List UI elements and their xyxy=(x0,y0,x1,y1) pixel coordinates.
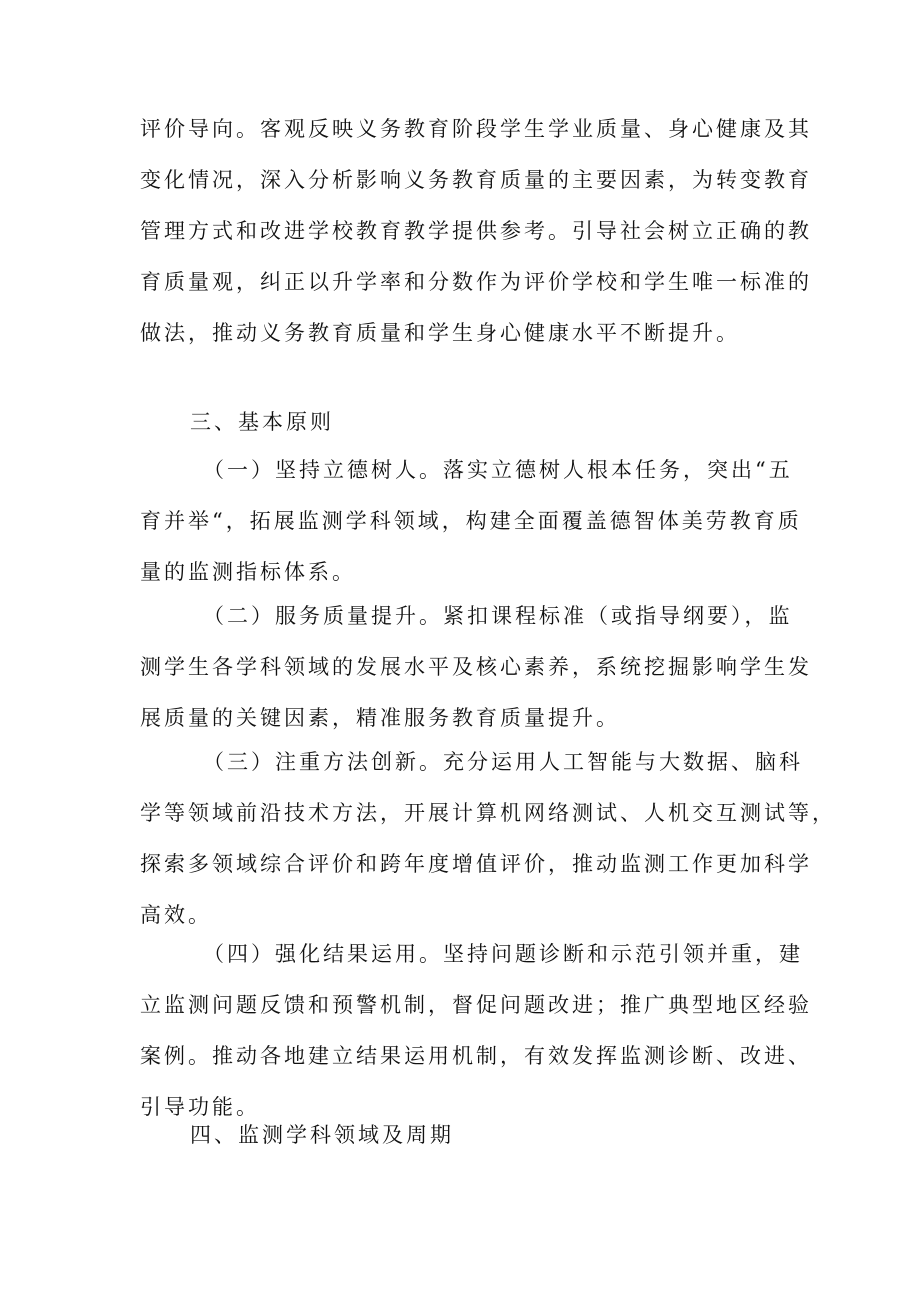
paragraph-line: （三）注重方法创新。充分运用人工智能与大数据、脑科 xyxy=(203,750,803,774)
paragraph-line: 量的监测指标体系。 xyxy=(140,560,356,584)
paragraph-line: 做法，推动义务教育质量和学生身心健康水平不断提升。 xyxy=(140,321,740,345)
paragraph-line: 育质量观，纠正以升学率和分数作为评价学校和学生唯一标准的 xyxy=(140,270,812,294)
section-3-heading: 三、基本原则 xyxy=(190,410,334,434)
paragraph-line: 管理方式和改进学校教育教学提供参考。引导社会树立正确的教 xyxy=(140,219,812,243)
paragraph-line: （一）坚持立德树人。落实立德树人根本任务，突出“五 xyxy=(203,458,793,482)
paragraph-line: 引导功能。 xyxy=(140,1095,260,1119)
paragraph-line: 案例。推动各地建立结果运用机制，有效发挥监测诊断、改进、 xyxy=(140,1044,812,1068)
paragraph-line: （二）服务质量提升。紧扣课程标准（或指导纲要），监 xyxy=(203,604,793,628)
paragraph-line: 评价导向。客观反映义务教育阶段学生学业质量、身心健康及其 xyxy=(140,117,812,141)
paragraph-line: 高效。 xyxy=(140,903,212,927)
paragraph-line: 展质量的关键因素，精准服务教育质量提升。 xyxy=(140,706,620,730)
paragraph-line: 测学生各学科领域的发展水平及核心素养，系统挖掘影响学生发 xyxy=(140,655,812,679)
principle-4-paragraph xyxy=(140,929,812,1133)
paragraph-line: 变化情况，深入分析影响义务教育质量的主要因素，为转变教育 xyxy=(140,168,812,192)
paragraph-line: 育并举“，拓展监测学科领域，构建全面覆盖德智体美劳教育质 xyxy=(140,509,802,533)
paragraph-line: 探索多领域综合评价和跨年度增值评价，推动监测工作更加科学 xyxy=(140,852,812,876)
principle-2-paragraph xyxy=(140,591,812,744)
principle-1-paragraph xyxy=(140,445,802,598)
principle-3-paragraph xyxy=(140,737,836,941)
intro-paragraph xyxy=(140,104,812,359)
section-4-heading: 四、监测学科领域及周期 xyxy=(190,1123,454,1147)
paragraph-line: 学等领域前沿技术方法，开展计算机网络测试、人机交互测试等， xyxy=(140,801,836,825)
paragraph-line: 立监测问题反馈和预警机制，督促问题改进；推广典型地区经验 xyxy=(140,993,812,1017)
paragraph-line: （四）强化结果运用。坚持问题诊断和示范引领并重，建 xyxy=(203,942,803,966)
